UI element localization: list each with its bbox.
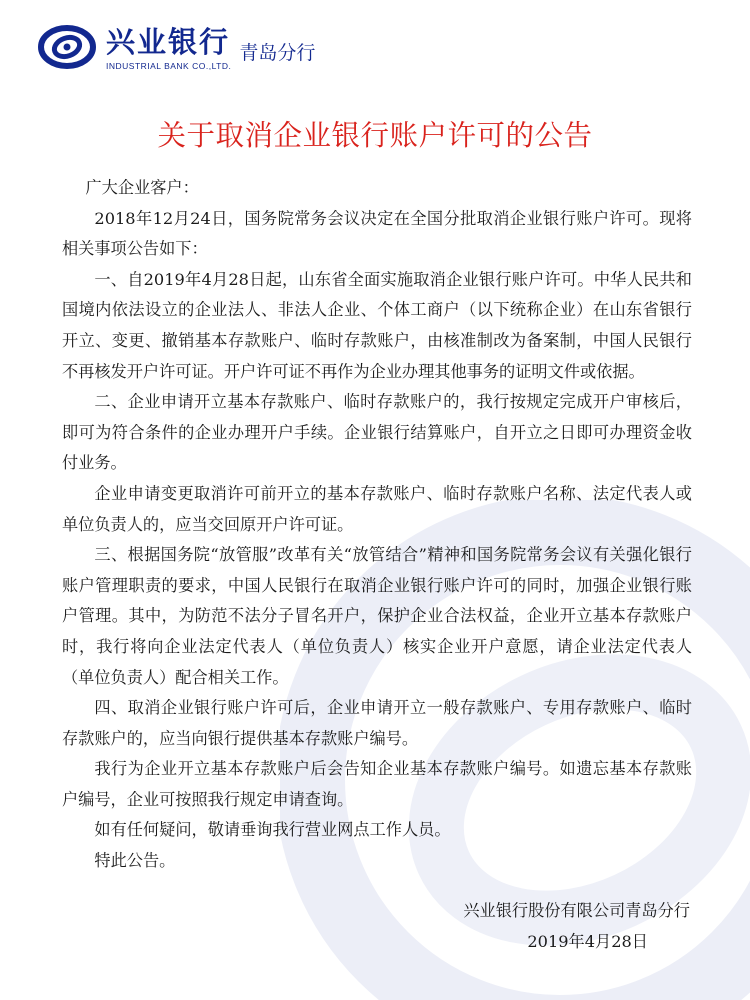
paragraph-item-2-note: 企业申请变更取消许可前开立的基本存款账户、临时存款账户名称、法定代表人或单位负责人的，应当交回原开户许可证。 [62,483,692,534]
paragraph-item-2: 二、企业申请开立基本存款账户、临时存款账户的，我行按规定完成开户审核后，即可为符合条件的企业办理开户手续。企业银行结算账户，自开立之日即可办理资金收付业务。 [62,392,692,473]
paragraph-closing: 特此公告。 [94,851,176,871]
bank-header [38,24,315,80]
paragraph-item-1: 一、自2019年4月28日起，山东省全面实施取消企业银行账户许可。中华人民共和国境内依法设立的企业法人、非法人企业、个体工商户（以下统称企业）在山东省银行开立、变更、撤销基本存款账户、临时存款账户，由核准制改为备案制，中国人民银行不再核发开户许可证。开户许可证不再作为企业办理其他事务的证明文件或依据。 [62,269,692,381]
salutation: 广大企业客户： [85,178,199,197]
paragraph-item-4: 四、取消企业银行账户许可后，企业申请开立一般存款账户、专用存款账户、临时存款账户的，应当向银行提供基本存款账户编号。 [62,698,692,748]
bank-logo-text [106,26,231,72]
bank-name-cn: 兴业银行 [106,25,231,59]
paragraph-intro: 2018年12月24日，国务院常务会议决定在全国分批取消企业银行账户许可。现将相关事项公告如下： [62,208,692,259]
bank-name-en: INDUSTRIAL BANK CO.,LTD. [106,61,232,71]
signature-org: 兴业银行股份有限公司青岛分行 [463,901,690,920]
signature-date: 2019年4月28日 [527,931,648,951]
branch-name: 青岛分行 [239,42,316,64]
paragraph-item-4-note: 我行为企业开立基本存款账户后会告知企业基本存款账户编号。如遗忘基本存款账户编号，企业可按照我行规定申请查询。 [62,759,692,809]
signature-block [463,896,690,957]
notice-body [62,173,692,877]
bank-logo-icon [38,24,96,70]
paragraph-item-3: 三、根据国务院“放管服”改革有关“放管结合”精神和国务院常务会议有关强化银行账户管理职责的要求，中国人民银行在取消企业银行账户许可的同时，加强企业银行账户管理。其中，为防范不法分子冒名开户，保护企业合法权益，企业开立基本存款账户时，我行将向企业法定代表人（单位负责人）核实企业开户意愿，请企业法定代表人（单位负责人）配合相关工作。 [62,545,692,687]
notice-title: 关于取消企业银行账户许可的公告 [157,119,593,152]
paragraph-contact: 如有任何疑问，敬请垂询我行营业网点工作人员。 [94,820,451,840]
